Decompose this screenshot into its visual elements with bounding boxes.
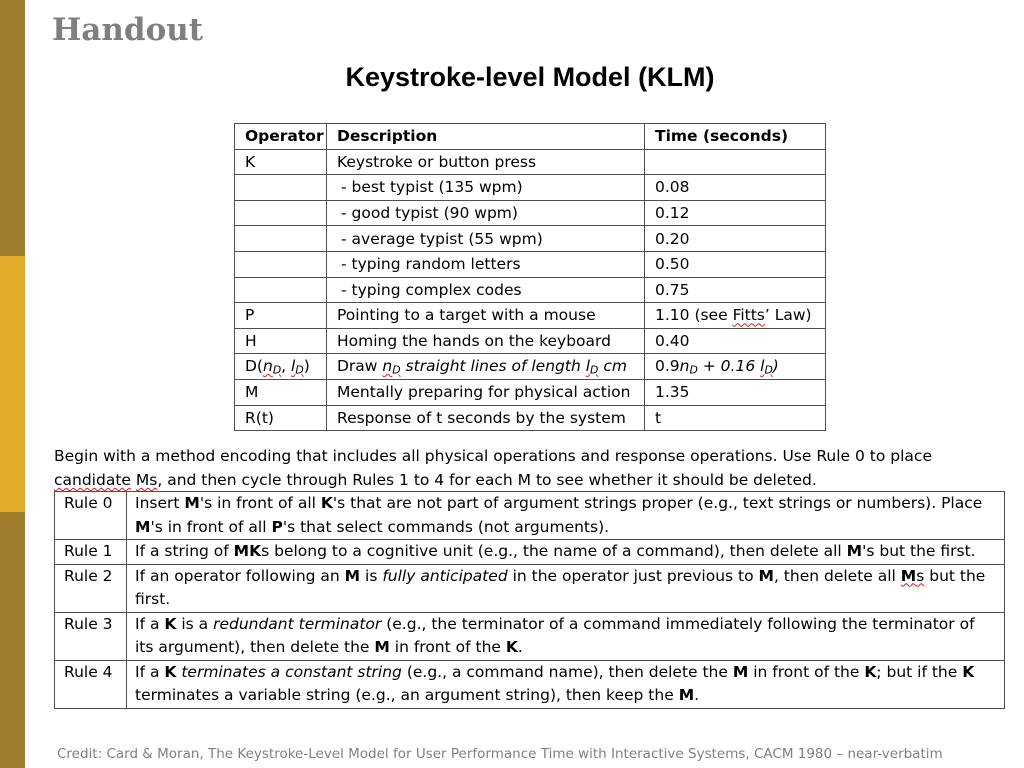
description-cell: - best typist (135 wpm) <box>327 175 645 201</box>
description-cell: Mentally preparing for physical action <box>327 379 645 405</box>
table-row <box>235 379 826 405</box>
table-row <box>235 354 826 380</box>
table-row <box>55 540 1005 565</box>
rule-label: Rule 1 <box>55 540 127 565</box>
operator-cell: $D(n_D$, $l_D$) <box>235 354 327 380</box>
time-cell: 0.08 <box>645 175 826 201</box>
operator-cell: P <box>235 303 327 329</box>
operator-cell <box>235 277 327 303</box>
rule-text: If an operator following an M is fully anticipated in the operator just previous to M, then delete all Ms but the first. <box>127 564 1005 612</box>
header-description: Description <box>327 124 645 150</box>
credit-footer: Credit: Card & Moran, The Keystroke-Level Model for User Performance Time with Interactive Systems, CACM 1980 – near-verbatim <box>57 746 943 762</box>
description-cell: - good typist (90 wpm) <box>327 200 645 226</box>
description-cell: - typing random letters <box>327 251 645 277</box>
time-cell: 0.75 <box>645 277 826 303</box>
operator-cell <box>235 175 327 201</box>
time-cell: t <box>645 405 826 431</box>
rule-text: If a string of MKs belong to a cognitive unit (e.g., the name of a command), then delete all M's but the first. <box>127 540 1005 565</box>
operator-cell <box>235 251 327 277</box>
description-cell: Homing the hands on the keyboard <box>327 328 645 354</box>
description-cell: Draw $n_D$ straight lines of length $l_D$ cm <box>327 354 645 380</box>
rule-label: Rule 3 <box>55 612 127 660</box>
table-row <box>235 251 826 277</box>
table-row <box>55 564 1005 612</box>
rule-label: Rule 4 <box>55 660 127 708</box>
fitts-term: Fitts <box>732 306 765 325</box>
operator-cell: H <box>235 328 327 354</box>
klm-operator-table <box>234 123 826 431</box>
description-cell: Keystroke or button press <box>327 149 645 175</box>
table-row <box>235 277 826 303</box>
rule-text: If a K is a redundant terminator (e.g., the terminator of a command immediately following the terminator of its argument), then delete the M in front of the K. <box>127 612 1005 660</box>
table-row <box>235 405 826 431</box>
sidebar-accent-bar <box>0 0 25 768</box>
table-row <box>235 200 826 226</box>
operator-cell: R(t) <box>235 405 327 431</box>
time-cell: 0.50 <box>645 251 826 277</box>
rule-text: If a K terminates a constant string (e.g., a command name), then delete the M in front of the K; but if the K terminates a variable string (e.g., an argument string), then keep the M. <box>127 660 1005 708</box>
time-cell: 1.10 (see Fitts’ Law) <box>645 303 826 329</box>
rule-text: Insert M's in front of all K's that are not part of argument strings proper (e.g., text strings or numbers). Place M's in front of all P's that select commands (not arguments). <box>127 492 1005 540</box>
header-time: Time (seconds) <box>645 124 826 150</box>
operator-cell: M <box>235 379 327 405</box>
sidebar-accent-highlight <box>0 256 25 512</box>
time-cell <box>645 149 826 175</box>
handout-header: Handout <box>52 12 204 48</box>
slide-title: Keystroke-level Model (KLM) <box>345 62 715 92</box>
rule-label: Rule 2 <box>55 564 127 612</box>
time-cell: 1.35 <box>645 379 826 405</box>
rules-intro-paragraph: Begin with a method encoding that includes all physical operations and response operations. Use Rule 0 to place candidate Ms, and then cycle through Rules 1 to 4 for each M to see whether it should be deleted. <box>54 447 932 489</box>
table-header-row <box>235 124 826 150</box>
description-cell: Pointing to a target with a mouse <box>327 303 645 329</box>
table-row <box>235 149 826 175</box>
operator-cell <box>235 226 327 252</box>
time-cell: 0.20 <box>645 226 826 252</box>
time-cell: $0.9n_D + 0.16$ $l_D$) <box>645 354 826 380</box>
description-cell: - typing complex codes <box>327 277 645 303</box>
table-row <box>235 328 826 354</box>
table-row <box>235 175 826 201</box>
operator-cell: K <box>235 149 327 175</box>
table-row <box>235 303 826 329</box>
table-row <box>55 492 1005 540</box>
time-cell: 0.12 <box>645 200 826 226</box>
table-row <box>55 612 1005 660</box>
description-cell: - average typist (55 wpm) <box>327 226 645 252</box>
time-cell: 0.40 <box>645 328 826 354</box>
rule-label: Rule 0 <box>55 492 127 540</box>
description-cell: Response of t seconds by the system <box>327 405 645 431</box>
table-row <box>235 226 826 252</box>
operator-cell <box>235 200 327 226</box>
header-operator: Operator <box>235 124 327 150</box>
rules-table <box>54 491 1005 709</box>
table-row <box>55 660 1005 708</box>
